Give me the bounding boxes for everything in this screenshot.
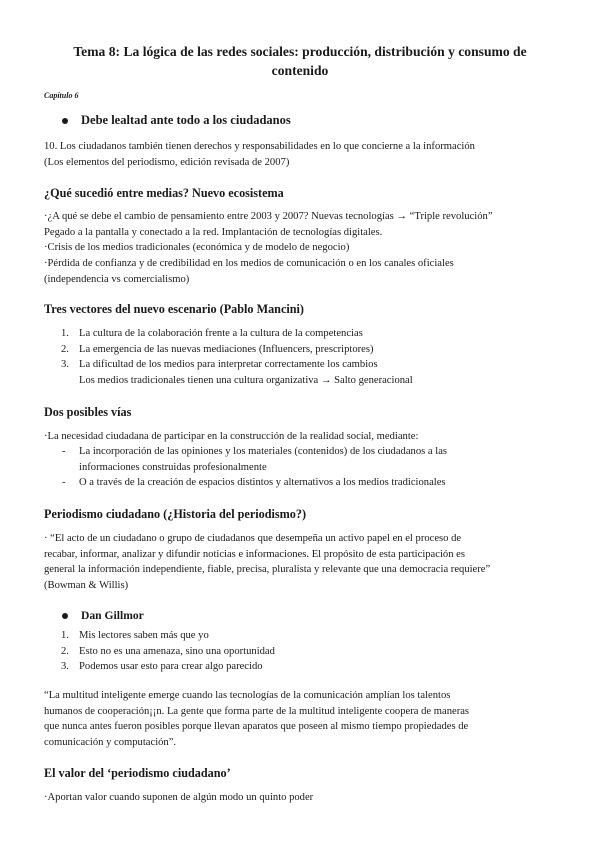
quote-paragraph [44, 688, 556, 750]
text-line: (Los elementos del periodismo, edición revisada de 2007) [44, 156, 290, 168]
numbered-list [44, 628, 556, 675]
text-line: 10. Los ciudadanos también tienen derechos y responsabilidades en lo que concierne a la información [44, 141, 475, 152]
bullet-heading [62, 113, 556, 128]
section-body [44, 790, 556, 806]
list-item [44, 659, 556, 675]
text-line: general la información independiente, fiable, precisa, pluralista y relevante que una democracia requiere” [44, 564, 491, 576]
numbered-list [44, 326, 556, 388]
text-line: comunicación y computación”. [44, 736, 177, 748]
section-body [44, 429, 556, 491]
bullet-heading [62, 609, 556, 622]
list-number: 3. [61, 359, 69, 371]
text-line: humanos de cooperación¡¡n. La gente que forma parte de la multitud inteligente coopera de maneras [44, 705, 470, 717]
text-line: “La multitud inteligente emerge cuando las tecnologías de la comunicación amplían los talentos [44, 690, 451, 702]
list-item-text: La emergencia de las nuevas mediaciones (Influencers, prescriptores) [79, 343, 374, 355]
text-line: (Bowman & Willis) [44, 579, 129, 591]
section-body [44, 531, 556, 593]
text-line: ·Aportan valor cuando suponen de algún modo un quinto poder [44, 792, 314, 804]
list-item-text: informaciones construidas profesionalmente [79, 461, 267, 473]
list-item-text: Esto no es una amenaza, sino una oportunidad [79, 645, 275, 657]
section-heading: Dos posibles vías [44, 404, 132, 419]
bullet-dot-icon [62, 118, 68, 124]
text-line: · “El acto de un ciudadano o grupo de ciudadanos que desempeña un activo papel en el proceso de [44, 532, 462, 544]
list-item-text: Mis lectores saben más que yo [79, 630, 209, 642]
text-line: que nunca antes fueron posibles porque llevan aparatos que poseen al mismo tiempo propiedades de [44, 721, 469, 733]
list-item-text: La incorporación de las opiniones y los materiales (contenidos) de los ciudadanos a las [79, 446, 448, 458]
list-number: 2. [61, 343, 69, 355]
section-heading: El valor del ‘periodismo ciudadano’ [44, 766, 231, 781]
dash-list-item [44, 475, 556, 491]
dash-marker: - [62, 477, 66, 489]
text-line: ·Pérdida de confianza y de credibilidad en los medios de comunicación o en los canales oficiales [44, 257, 454, 269]
list-item [44, 644, 556, 660]
intro-paragraph [44, 139, 556, 170]
text-line: Pegado a la pantalla y conectado a la red. Implantación de tecnologías digitales. [44, 226, 383, 238]
text-line: ·Crisis de los medios tradicionales (económica y de modelo de negocio) [44, 242, 350, 254]
list-item-text: La dificultad de los medios para interpretar correctamente los cambios [79, 359, 378, 371]
list-item [44, 628, 556, 644]
section-heading: Periodismo ciudadano (¿Historia del periodismo?) [44, 506, 307, 521]
chapter-label: Capítulo 6 [44, 91, 79, 100]
document-title: Tema 8: La lógica de las redes sociales: producción, distribución y consumo de contenido [73, 44, 527, 78]
list-number: 2. [61, 645, 69, 657]
text-line: recabar, informar, analizar y difundir noticias e informaciones. El propósito de esta participación es [44, 548, 465, 560]
bullet-dot-icon [62, 613, 68, 619]
list-number: 3. [61, 661, 69, 673]
list-item-text: Podemos usar esto para crear algo parecido [79, 661, 263, 673]
text-line: ·La necesidad ciudadana de participar en la construcción de la realidad social, mediante: [44, 430, 419, 442]
list-item-text: La cultura de la colaboración frente a la cultura de la competencias [79, 328, 363, 340]
list-item-text: O a través de la creación de espacios distintos y alternativos a los medios tradicionales [79, 477, 446, 489]
section-body [44, 209, 556, 287]
bullet-heading-text: Dan Gillmor [81, 609, 144, 623]
list-item-subtext: Los medios tradicionales tienen una cultura organizativa → Salto generacional [79, 374, 413, 386]
list-item [44, 357, 556, 388]
dash-marker: - [62, 446, 66, 458]
bullet-heading-text: Debe lealtad ante todo a los ciudadanos [81, 113, 291, 127]
list-number: 1. [61, 630, 69, 642]
text-line: (independencia vs comercialismo) [44, 273, 190, 285]
section-heading: ¿Qué sucedió entre medias? Nuevo ecosistema [44, 186, 284, 201]
dash-list-item [44, 444, 556, 475]
section-heading: Tres vectores del nuevo escenario (Pablo Mancini) [44, 302, 304, 317]
text-line: ·¿A qué se debe el cambio de pensamiento entre 2003 y 2007? Nuevas tecnologías → “Triple revolución” [44, 211, 493, 223]
list-number: 1. [61, 328, 69, 340]
list-item [44, 342, 556, 358]
list-item [44, 326, 556, 342]
